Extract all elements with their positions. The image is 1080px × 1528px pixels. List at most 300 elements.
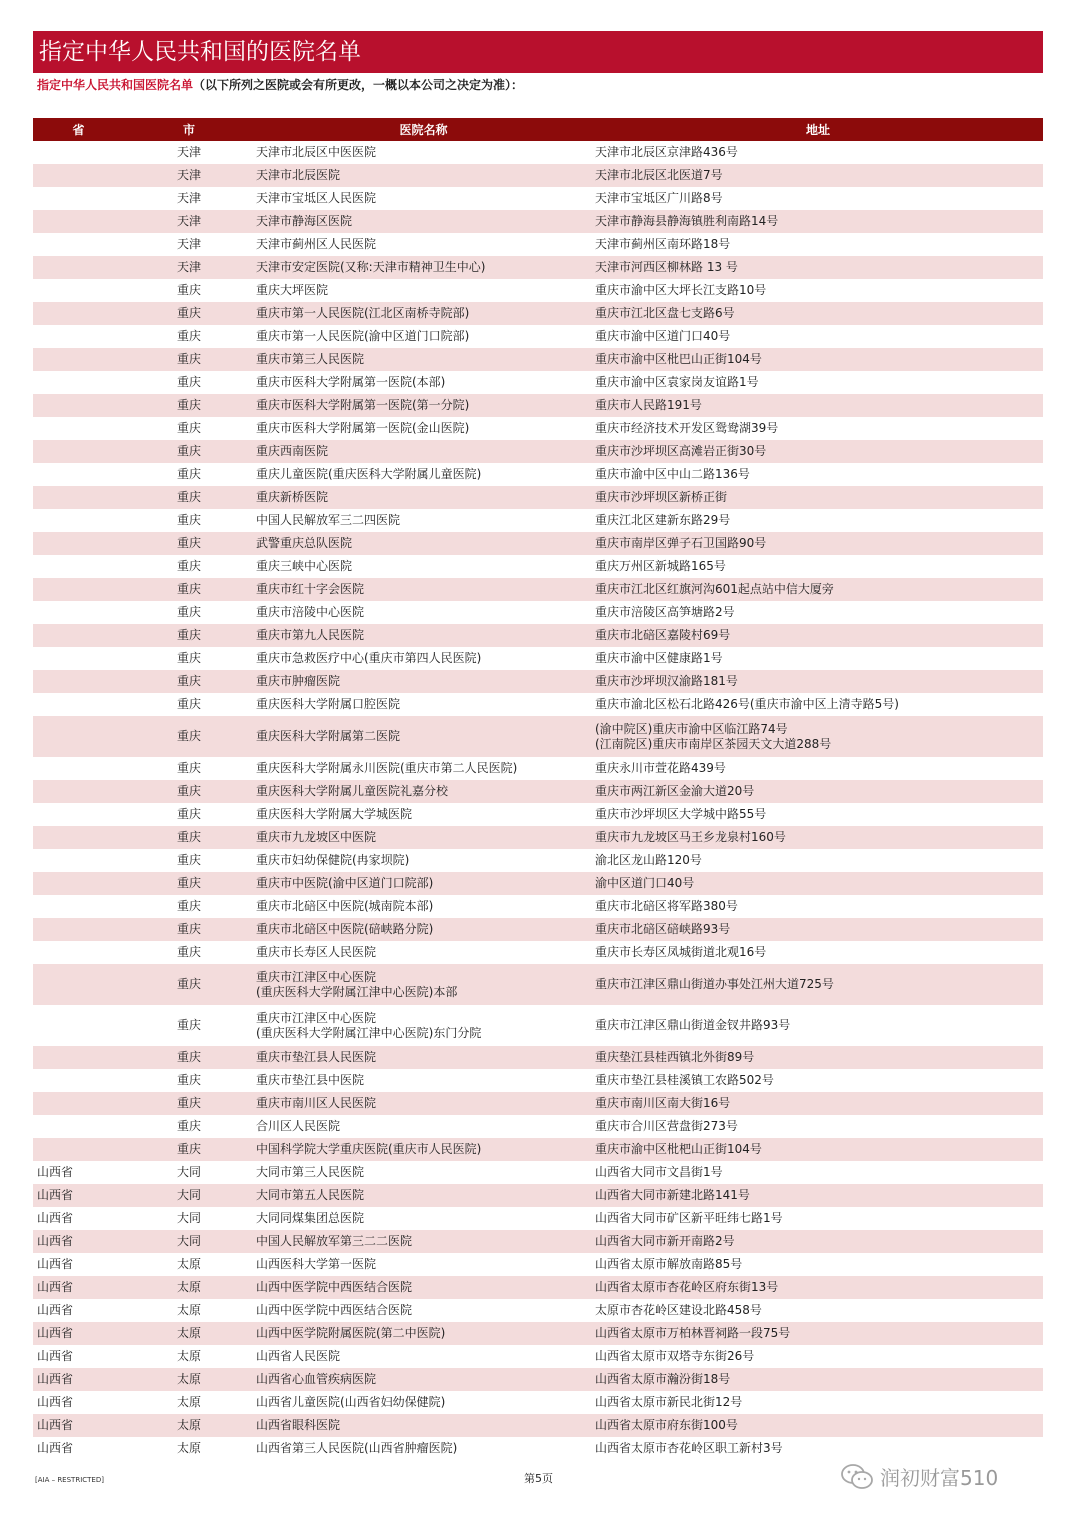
cell-address-line: 天津市河西区柳林路 13 号 — [595, 260, 738, 274]
cell-province — [33, 716, 124, 757]
table-row — [33, 1322, 1043, 1345]
cell-hospital-name-line: 合川区人民医院 — [256, 1119, 341, 1133]
cell-hospital-name — [254, 647, 593, 670]
cell-address-line: 重庆市江津区鼎山街道金钗井路93号 — [595, 1018, 791, 1032]
cell-city: 太原 — [176, 1349, 201, 1363]
cell-address-line: 重庆市北碚区嘉陵村69号 — [595, 628, 731, 642]
cell-address — [593, 601, 1043, 624]
cell-address — [593, 509, 1043, 532]
cell-hospital-name-line: 重庆市第一人民医院(江北区南桥寺院部) — [256, 306, 470, 320]
cell-province — [33, 826, 124, 849]
cell-city: 天津 — [176, 214, 201, 228]
cell-hospital-name-line: 山西医科大学第一医院 — [256, 1257, 377, 1271]
cell-province — [33, 187, 124, 210]
cell-province — [33, 1069, 124, 1092]
cell-hospital-name — [254, 141, 593, 164]
cell-address — [593, 1115, 1043, 1138]
cell-hospital-name — [254, 486, 593, 509]
cell-address — [593, 1005, 1043, 1046]
cell-hospital-name — [254, 187, 593, 210]
cell-province — [33, 670, 124, 693]
cell-hospital-name-line: (重庆医科大学附属江津中心医院)本部 — [256, 984, 458, 999]
cell-city: 重庆 — [176, 1119, 201, 1133]
cell-address-line: 山西省大同市矿区新平旺纬七路1号 — [595, 1211, 783, 1225]
cell-province — [33, 532, 124, 555]
cell-province — [33, 624, 124, 647]
cell-address — [593, 1368, 1043, 1391]
cell-address — [593, 1322, 1043, 1345]
cell-city: 太原 — [176, 1418, 201, 1432]
cell-hospital-name — [254, 1046, 593, 1069]
cell-address — [593, 210, 1043, 233]
cell-hospital-name-line: 重庆市医科大学附属第一医院(金山医院) — [256, 421, 470, 435]
cell-hospital-name-line: (重庆医科大学附属江津中心医院)东门分院 — [256, 1025, 482, 1040]
cell-hospital-name — [254, 918, 593, 941]
cell-city: 重庆 — [176, 283, 201, 297]
cell-address-line: 重庆市南岸区弹子石卫国路90号 — [595, 536, 767, 550]
cell-province — [33, 1005, 124, 1046]
table-row — [33, 463, 1043, 486]
cell-province — [33, 964, 124, 1005]
cell-province: 山西省 — [37, 1349, 74, 1363]
table-row — [33, 1092, 1043, 1115]
cell-address-line: 重庆市两江新区金渝大道20号 — [595, 784, 755, 798]
cell-province: 山西省 — [37, 1395, 74, 1409]
cell-city: 重庆 — [176, 1142, 201, 1156]
cell-address-line: 重庆市渝中区道门口40号 — [595, 329, 731, 343]
cell-hospital-name — [254, 941, 593, 964]
cell-hospital-name — [254, 233, 593, 256]
cell-city: 重庆 — [176, 807, 201, 821]
cell-hospital-name-line: 重庆市长寿区人民医院 — [256, 945, 377, 959]
cell-hospital-name — [254, 693, 593, 716]
cell-address — [593, 555, 1043, 578]
table-row — [33, 1276, 1043, 1299]
cell-hospital-name-line: 重庆市北碚区中医院(碚峡路分院) — [256, 922, 434, 936]
cell-hospital-name-line: 天津市北辰医院 — [256, 168, 341, 182]
table-row — [33, 141, 1043, 164]
table-row — [33, 670, 1043, 693]
cell-address-line: 重庆市江北区红旗河沟601起点站中信大厦旁 — [595, 582, 834, 596]
cell-address-line: 重庆市合川区营盘街273号 — [595, 1119, 738, 1133]
cell-address-line: 山西省太原市杏花岭区职工新村3号 — [595, 1441, 783, 1455]
cell-province — [33, 486, 124, 509]
cell-address-line: 渝中区道门口40号 — [595, 876, 695, 890]
cell-hospital-name-line: 天津市北辰区中医医院 — [256, 145, 377, 159]
cell-address — [593, 233, 1043, 256]
cell-province — [33, 555, 124, 578]
cell-city: 重庆 — [176, 651, 201, 665]
cell-city: 重庆 — [176, 830, 201, 844]
cell-address — [593, 1437, 1043, 1460]
table-row — [33, 578, 1043, 601]
cell-province — [33, 803, 124, 826]
cell-hospital-name — [254, 601, 593, 624]
cell-hospital-name-line: 山西中医学院附属医院(第二中医院) — [256, 1326, 446, 1340]
cell-city: 重庆 — [176, 1073, 201, 1087]
watermark — [840, 1462, 998, 1491]
cell-hospital-name-line: 重庆大坪医院 — [256, 283, 329, 297]
table-row — [33, 256, 1043, 279]
cell-city: 大同 — [176, 1188, 201, 1202]
cell-hospital-name — [254, 716, 593, 757]
cell-hospital-name — [254, 895, 593, 918]
cell-address-line: 重庆市渝中区枇杷山正街104号 — [595, 1142, 762, 1156]
cell-hospital-name — [254, 1299, 593, 1322]
cell-hospital-name-line: 重庆市江津区中心医院 — [256, 1010, 377, 1025]
cell-address — [593, 1299, 1043, 1322]
table-row — [33, 941, 1043, 964]
table-row — [33, 601, 1043, 624]
cell-address-line: 重庆市沙坪坝区新桥正街 — [595, 490, 728, 504]
cell-hospital-name — [254, 325, 593, 348]
header-row — [33, 118, 1043, 141]
cell-address-line: 重庆市北碚区将军路380号 — [595, 899, 738, 913]
table-row — [33, 1005, 1043, 1046]
cell-hospital-name-line: 中国人民解放军三二四医院 — [256, 513, 401, 527]
cell-address — [593, 693, 1043, 716]
cell-address-line: 重庆市渝中区大坪长江支路10号 — [595, 283, 767, 297]
cell-address — [593, 1253, 1043, 1276]
hospital-table — [33, 118, 1043, 1460]
cell-hospital-name — [254, 1322, 593, 1345]
cell-province — [33, 757, 124, 780]
cell-hospital-name-line: 重庆医科大学附属大学城医院 — [256, 807, 413, 821]
cell-city: 重庆 — [176, 922, 201, 936]
cell-province: 山西省 — [37, 1280, 74, 1294]
cell-address-line: 重庆永川市萱花路439号 — [595, 761, 726, 775]
cell-address — [593, 417, 1043, 440]
cell-city: 太原 — [176, 1280, 201, 1294]
cell-address-line: 天津市蓟州区南环路18号 — [595, 237, 731, 251]
cell-province — [33, 1115, 124, 1138]
cell-hospital-name — [254, 964, 593, 1005]
cell-city: 天津 — [176, 145, 201, 159]
cell-address — [593, 716, 1043, 757]
cell-hospital-name — [254, 1069, 593, 1092]
cell-city: 重庆 — [176, 674, 201, 688]
cell-hospital-name-line: 重庆市涪陵中心医院 — [256, 605, 365, 619]
cell-hospital-name-line: 重庆医科大学附属第二医院 — [256, 729, 401, 743]
cell-address-line: 重庆市涪陵区高笋塘路2号 — [595, 605, 735, 619]
cell-hospital-name — [254, 1184, 593, 1207]
cell-address — [593, 348, 1043, 371]
cell-hospital-name — [254, 1138, 593, 1161]
cell-hospital-name — [254, 394, 593, 417]
cell-province — [33, 918, 124, 941]
cell-hospital-name-line: 重庆市北碚区中医院(城南院本部) — [256, 899, 434, 913]
cell-address — [593, 187, 1043, 210]
cell-hospital-name-line: 天津市静海区医院 — [256, 214, 353, 228]
table-row — [33, 532, 1043, 555]
cell-address — [593, 532, 1043, 555]
table-row — [33, 1299, 1043, 1322]
cell-city: 重庆 — [176, 945, 201, 959]
table-row — [33, 325, 1043, 348]
cell-city: 重庆 — [176, 605, 201, 619]
cell-province: 山西省 — [37, 1372, 74, 1386]
table-row — [33, 348, 1043, 371]
cell-address-line: (江南院区)重庆市南岸区茶园天文大道288号 — [595, 736, 832, 751]
cell-address-line: 山西省太原市新民北街12号 — [595, 1395, 743, 1409]
table-row — [33, 440, 1043, 463]
cell-province: 山西省 — [37, 1188, 74, 1202]
table-row — [33, 187, 1043, 210]
cell-address-line: 重庆市九龙坡区马王乡龙泉村160号 — [595, 830, 786, 844]
table-row — [33, 1046, 1043, 1069]
cell-address-line: 山西省太原市双塔寺东街26号 — [595, 1349, 755, 1363]
cell-city: 重庆 — [176, 352, 201, 366]
cell-city: 重庆 — [176, 444, 201, 458]
cell-city: 天津 — [176, 168, 201, 182]
cell-hospital-name — [254, 279, 593, 302]
cell-address-line: 山西省大同市新建北路141号 — [595, 1188, 750, 1202]
cell-address-line: 天津市北辰区北医道7号 — [595, 168, 723, 182]
table-row — [33, 803, 1043, 826]
cell-address-line: 重庆市沙坪坝区高滩岩正街30号 — [595, 444, 767, 458]
cell-province — [33, 1092, 124, 1115]
cell-city: 重庆 — [176, 1050, 201, 1064]
cell-city: 重庆 — [176, 490, 201, 504]
cell-province: 山西省 — [37, 1234, 74, 1248]
cell-address — [593, 941, 1043, 964]
cell-hospital-name — [254, 1092, 593, 1115]
cell-address-line: 重庆市经济技术开发区鸳鸯湖39号 — [595, 421, 779, 435]
cell-hospital-name-line: 重庆市红十字会医院 — [256, 582, 365, 596]
cell-address — [593, 325, 1043, 348]
classification-label: [AIA – RESTRICTED] — [35, 1476, 104, 1484]
cell-address-line: (渝中院区)重庆市渝中区临江路74号 — [595, 721, 788, 736]
wechat-icon — [840, 1463, 874, 1491]
cell-address-line: 天津市静海县静海镇胜利南路14号 — [595, 214, 779, 228]
cell-address — [593, 1345, 1043, 1368]
cell-hospital-name-line: 武警重庆总队医院 — [256, 536, 353, 550]
cell-city: 重庆 — [176, 1018, 201, 1032]
cell-city: 太原 — [176, 1303, 201, 1317]
cell-city: 重庆 — [176, 697, 201, 711]
cell-city: 天津 — [176, 237, 201, 251]
cell-hospital-name — [254, 803, 593, 826]
cell-city: 大同 — [176, 1211, 201, 1225]
cell-address-line: 山西省太原市府东街100号 — [595, 1418, 738, 1432]
table-header — [33, 118, 1043, 141]
table-row — [33, 693, 1043, 716]
cell-province — [33, 780, 124, 803]
cell-address — [593, 1276, 1043, 1299]
cell-city: 重庆 — [176, 1096, 201, 1110]
table-row — [33, 279, 1043, 302]
cell-hospital-name-line: 大同市第五人民医院 — [256, 1188, 365, 1202]
table-row — [33, 1345, 1043, 1368]
cell-hospital-name-line: 大同市第三人民医院 — [256, 1165, 365, 1179]
cell-hospital-name-line: 重庆市第三人民医院 — [256, 352, 365, 366]
table-row — [33, 624, 1043, 647]
cell-hospital-name-line: 中国人民解放军第三二二医院 — [256, 1234, 413, 1248]
header-address: 地址 — [593, 118, 1043, 141]
cell-hospital-name-line: 重庆儿童医院(重庆医科大学附属儿童医院) — [256, 467, 482, 481]
table-row — [33, 1138, 1043, 1161]
cell-address — [593, 670, 1043, 693]
cell-hospital-name-line: 山西中医学院中西医结合医院 — [256, 1280, 413, 1294]
cell-address-line: 重庆江北区建新东路29号 — [595, 513, 731, 527]
cell-address — [593, 1414, 1043, 1437]
cell-hospital-name-line: 中国科学院大学重庆医院(重庆市人民医院) — [256, 1142, 482, 1156]
cell-hospital-name — [254, 302, 593, 325]
table-row — [33, 826, 1043, 849]
cell-address-line: 重庆市北碚区碚峡路93号 — [595, 922, 731, 936]
cell-hospital-name — [254, 463, 593, 486]
page-number: 第5页 — [524, 1472, 553, 1485]
cell-hospital-name — [254, 371, 593, 394]
cell-province — [33, 417, 124, 440]
cell-hospital-name-line: 重庆三峡中心医院 — [256, 559, 353, 573]
cell-province — [33, 302, 124, 325]
cell-hospital-name — [254, 578, 593, 601]
cell-hospital-name — [254, 826, 593, 849]
cell-address — [593, 780, 1043, 803]
cell-address — [593, 1391, 1043, 1414]
cell-hospital-name-line: 重庆市垫江县中医院 — [256, 1073, 365, 1087]
cell-address-line: 山西省大同市文昌街1号 — [595, 1165, 723, 1179]
table-row — [33, 895, 1043, 918]
table-row — [33, 1184, 1043, 1207]
table-row — [33, 647, 1043, 670]
cell-province — [33, 941, 124, 964]
cell-hospital-name-line: 重庆市第一人民医院(渝中区道门口院部) — [256, 329, 470, 343]
cell-province — [33, 279, 124, 302]
cell-city: 重庆 — [176, 853, 201, 867]
cell-address-line: 重庆万州区新城路165号 — [595, 559, 726, 573]
cell-address-line: 重庆市江北区盘七支路6号 — [595, 306, 735, 320]
cell-city: 天津 — [176, 260, 201, 274]
cell-hospital-name-line: 重庆医科大学附属口腔医院 — [256, 697, 401, 711]
cell-hospital-name — [254, 757, 593, 780]
table-body — [33, 141, 1043, 1460]
cell-address — [593, 578, 1043, 601]
cell-address — [593, 164, 1043, 187]
cell-hospital-name-line: 山西省人民医院 — [256, 1349, 341, 1363]
cell-hospital-name-line: 山西省眼科医院 — [256, 1418, 341, 1432]
cell-address-line: 山西省太原市杏花岭区府东街13号 — [595, 1280, 779, 1294]
cell-province — [33, 1046, 124, 1069]
cell-hospital-name — [254, 670, 593, 693]
cell-address-line: 天津市宝坻区广川路8号 — [595, 191, 723, 205]
cell-province — [33, 1138, 124, 1161]
cell-hospital-name-line: 重庆市江津区中心医院 — [256, 969, 377, 984]
subtitle-lead: 指定中华人民共和国医院名单 — [37, 78, 194, 92]
cell-province: 山西省 — [37, 1441, 74, 1455]
cell-address — [593, 1092, 1043, 1115]
cell-city: 大同 — [176, 1234, 201, 1248]
cell-hospital-name-line: 重庆市第九人民医院 — [256, 628, 365, 642]
cell-hospital-name-line: 山西省儿童医院(山西省妇幼保健院) — [256, 1395, 446, 1409]
cell-address — [593, 371, 1043, 394]
cell-province — [33, 578, 124, 601]
cell-province — [33, 440, 124, 463]
cell-province — [33, 509, 124, 532]
cell-hospital-name — [254, 348, 593, 371]
cell-city: 重庆 — [176, 761, 201, 775]
cell-hospital-name — [254, 164, 593, 187]
cell-address — [593, 141, 1043, 164]
cell-city: 重庆 — [176, 421, 201, 435]
table-row — [33, 1368, 1043, 1391]
cell-hospital-name-line: 山西中医学院中西医结合医院 — [256, 1303, 413, 1317]
table-row — [33, 417, 1043, 440]
cell-province — [33, 647, 124, 670]
cell-address-line: 山西省大同市新开南路2号 — [595, 1234, 735, 1248]
cell-hospital-name — [254, 440, 593, 463]
cell-address-line: 重庆市渝中区枇巴山正街104号 — [595, 352, 762, 366]
cell-city: 太原 — [176, 1395, 201, 1409]
cell-address — [593, 486, 1043, 509]
cell-hospital-name-line: 重庆市医科大学附属第一医院(第一分院) — [256, 398, 470, 412]
cell-address — [593, 803, 1043, 826]
table-row — [33, 233, 1043, 256]
cell-hospital-name-line: 重庆医科大学附属儿童医院礼嘉分校 — [256, 784, 449, 798]
cell-hospital-name-line: 天津市安定医院(又称:天津市精神卫生中心) — [256, 260, 486, 274]
cell-hospital-name — [254, 1368, 593, 1391]
cell-address-line: 重庆市沙坪坝汉渝路181号 — [595, 674, 738, 688]
cell-address — [593, 826, 1043, 849]
cell-city: 重庆 — [176, 876, 201, 890]
cell-city: 太原 — [176, 1257, 201, 1271]
table-row — [33, 302, 1043, 325]
cell-hospital-name — [254, 1253, 593, 1276]
table-row — [33, 1207, 1043, 1230]
cell-hospital-name-line: 重庆西南医院 — [256, 444, 329, 458]
cell-city: 太原 — [176, 1372, 201, 1386]
cell-province — [33, 141, 124, 164]
cell-hospital-name — [254, 1414, 593, 1437]
cell-address-line: 重庆市江津区鼎山街道办事处江州大道725号 — [595, 977, 834, 991]
cell-city: 天津 — [176, 191, 201, 205]
cell-address — [593, 440, 1043, 463]
table-row — [33, 757, 1043, 780]
cell-hospital-name-line: 重庆新桥医院 — [256, 490, 329, 504]
cell-address-line: 渝北区龙山路120号 — [595, 853, 702, 867]
cell-province — [33, 233, 124, 256]
cell-address — [593, 624, 1043, 647]
cell-province — [33, 849, 124, 872]
table-row — [33, 964, 1043, 1005]
cell-city: 重庆 — [176, 899, 201, 913]
cell-city: 太原 — [176, 1326, 201, 1340]
cell-city: 重庆 — [176, 536, 201, 550]
cell-province: 山西省 — [37, 1303, 74, 1317]
cell-province: 山西省 — [37, 1165, 74, 1179]
cell-province: 山西省 — [37, 1211, 74, 1225]
cell-hospital-name-line: 重庆市肿瘤医院 — [256, 674, 341, 688]
cell-city: 太原 — [176, 1441, 201, 1455]
cell-address-line: 重庆市渝北区松石北路426号(重庆市渝中区上清寺路5号) — [595, 697, 899, 711]
table-row — [33, 555, 1043, 578]
cell-address — [593, 757, 1043, 780]
table-row — [33, 486, 1043, 509]
cell-hospital-name — [254, 624, 593, 647]
cell-address — [593, 1069, 1043, 1092]
cell-address-line: 重庆市垫江县桂溪镇工农路502号 — [595, 1073, 774, 1087]
table-row — [33, 371, 1043, 394]
cell-province — [33, 601, 124, 624]
cell-address-line: 重庆市沙坪坝区大学城中路55号 — [595, 807, 767, 821]
cell-city: 重庆 — [176, 784, 201, 798]
cell-city: 大同 — [176, 1165, 201, 1179]
cell-city: 重庆 — [176, 306, 201, 320]
cell-province: 山西省 — [37, 1326, 74, 1340]
table-row — [33, 918, 1043, 941]
cell-province — [33, 256, 124, 279]
